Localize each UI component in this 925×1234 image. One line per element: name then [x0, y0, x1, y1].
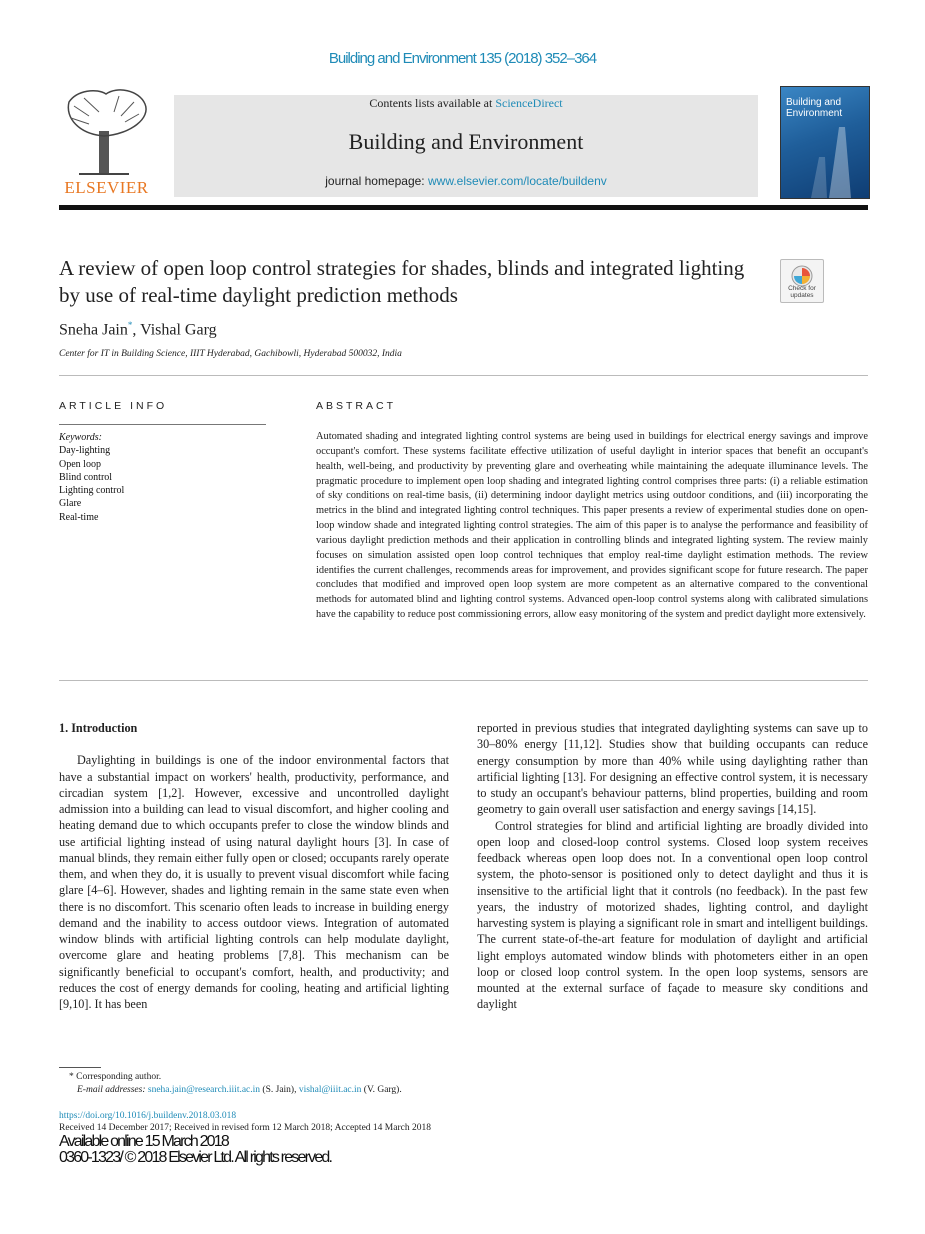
keyword-item: Day-lighting	[59, 445, 111, 457]
keyword-item: Open loop	[59, 458, 101, 470]
body-paragraph: Daylighting in buildings is one of the indoor environmental factors that have a substantial impact on workers' health, productivity, performance, and circadian system [1,2]. However, excessive and uncontrolled daylight admission into a building can lead to visual discomfort, and higher cooling and heating demand due to which occupants prefer to close the window blinds and use artificial lighting instead of using natural daylight hours [3]. In case of manual blinds, they remain either fully open or closed; occupants rarely operate them, and when they do, it is usually to prevent visual discomfort while facing glare [4–6]. However, shades and lighting remain in the same state even when there is no discomfort. This scenario often leads to increase in building energy demand and the inability to access outdoor views. Integration of automated window blinds with artificial lighting controls can help modulate daylight, overcome glare and heating problems [7,8]. This mechanism can be significantly beneficial to occupant's comfort, health, and productivity; and reduces the cost of energy demands for cooling, heating and artificial lighting [9,10]. It has been	[59, 753, 449, 1011]
keyword-item: Glare	[59, 498, 82, 510]
check-for-updates-badge[interactable]	[780, 259, 824, 303]
footnotes	[59, 1071, 402, 1097]
keyword-item: Real-time	[59, 511, 99, 523]
affiliation: Center for IT in Building Science, IIIT Hyderabad, Gachibowli, Hyderabad 500032, India	[59, 349, 402, 359]
section-heading: 1. Introduction	[59, 721, 138, 735]
corresponding-mark[interactable]: *	[127, 320, 133, 330]
body-left-column	[59, 720, 449, 1012]
publisher-name: ELSEVIER	[64, 178, 149, 197]
cover-title: Building and Environment	[786, 97, 843, 119]
abstract-heading: ABSTRACT	[316, 400, 397, 412]
email-owner: (S. Jain),	[260, 1085, 299, 1095]
elsevier-logo	[59, 86, 154, 198]
article-info-heading: ARTICLE INFO	[59, 400, 168, 412]
body-paragraph: reported in previous studies that integrated daylighting systems can save up to 30–80% energy [11,12]. Studies show that building occupants can reduce energy consumption by more than 40% while using daylighting rather than artificial lighting [13]. For designing an effective control system, it is necessary to study an occupant's behaviour patterns, blind properties, building and room geometry to gain overall user satisfaction and energy savings [14,15].	[477, 721, 868, 817]
copyright-line: 0360-1323/ © 2018 Elsevier Ltd. All rights reserved.	[59, 1149, 332, 1166]
keyword-item: Lighting control	[59, 485, 125, 497]
masthead-box	[174, 95, 758, 197]
available-online: Available online 15 March 2018	[59, 1133, 228, 1150]
badge-label: Check for updates	[788, 285, 816, 299]
tree-logo-icon	[59, 86, 154, 178]
divider	[59, 375, 868, 376]
keyword-item: Blind control	[59, 471, 113, 483]
body-paragraph: Control strategies for blind and artificial lighting are broadly divided into open loop and closed-loop control systems. Closed loop system receives feedback whereas open loop does not. In a conventional open loop control system, the photo-sensor is positioned only to detect daylight and thus it is insensitive to the artificial light that it controls (no feedback). In the past few years, the industry of motorized shades, lighting control, and daylight harvesting system is playing a significant role in smart and intelligent buildings. The current state-of-the-art feature for modulation of daylight and artificial light employs automated window blinds with photometers either in an open loop or closed loop control system. In the open loop systems, sensors are mounted at the external surface of façade to measure sky conditions and daylight	[477, 818, 868, 1012]
author-name[interactable]: Vishal Garg	[140, 321, 217, 339]
sciencedirect-link[interactable]: ScienceDirect	[495, 96, 563, 110]
abstract-text: Automated shading and integrated lighting control systems are being used in buildings for electrical energy savings and improve occupant's comfort. These systems facilitate effective utilization of useful daylight in interior spaces that benefit an occupant's health, well-being, and productivity by preventing glare and overheating while maintaining the adequate illuminance levels. The pragmatic procedure to implement open loop shading and integrated lighting control comprises three parts: (i) a reliable estimation of sky conditions on real-time basis, (ii) determining indoor daylight metrics using outdoor conditions, and (iii) incorporating the metrics in the blind and integrated lighting control techniques. This paper presents a review of experimental studies done on open-loop window shade and integrated lighting control strategies. The aim of this paper is to analyse the performance and feasibility of various daylight prediction methods and their application in controlling blinds and integrated lighting system. The review mainly focuses on simulation assisted open loop control techniques that employ real-time daylight estimation methods. The review identifies the current challenges, recommends areas for improvement, and provides significant scope for future research. The paper concludes that modified and improved open loop system are more competent as an alternative compared to the conventional methods for automated blind and lighting control systems. Advanced open-loop control systems along with calibrated simulations have the capability to reduce post commissioning errors, allow easy monitoring of the system and predict daylight more extensively.	[316, 431, 868, 621]
email-owner: (V. Garg).	[361, 1085, 402, 1095]
divider	[59, 680, 868, 681]
corresponding-author-note: * Corresponding author.	[69, 1072, 162, 1082]
keywords-block	[59, 431, 266, 524]
homepage-link[interactable]: www.elsevier.com/locate/buildenv	[427, 174, 607, 188]
keywords-label: Keywords:	[59, 432, 102, 443]
email-link[interactable]: sneha.jain@research.iiit.ac.in	[147, 1085, 261, 1095]
header-rule	[59, 205, 868, 210]
email-link[interactable]: vishal@iiit.ac.in	[298, 1085, 362, 1095]
journal-reference[interactable]: Building and Environment 135 (2018) 352–364	[328, 50, 597, 67]
body-right-column	[477, 720, 868, 1013]
article-info-rule	[59, 424, 266, 425]
author-separator: ,	[132, 321, 141, 339]
author-list	[59, 320, 217, 339]
building-icon	[781, 87, 869, 198]
author-name[interactable]: Sneha Jain	[59, 321, 128, 339]
journal-header	[59, 86, 868, 198]
homepage-prefix: journal homepage:	[325, 174, 428, 188]
publication-info	[59, 1110, 431, 1166]
article-title: A review of open loop control strategies for shades, blinds and integrated lighting by use of real-time daylight prediction methods	[59, 256, 745, 307]
journal-title: Building and Environment	[348, 129, 584, 154]
homepage-line	[174, 174, 758, 188]
email-line	[59, 1084, 402, 1097]
contents-prefix: Contents lists available at	[369, 96, 496, 110]
journal-cover-image[interactable]	[780, 86, 870, 199]
doi-link[interactable]: https://doi.org/10.1016/j.buildenv.2018.03.018	[59, 1111, 237, 1121]
email-label: E-mail addresses:	[77, 1085, 148, 1095]
footnote-rule	[59, 1067, 101, 1068]
received-dates: Received 14 December 2017; Received in revised form 12 March 2018; Accepted 14 March 2018	[59, 1123, 431, 1133]
contents-line	[174, 95, 758, 111]
